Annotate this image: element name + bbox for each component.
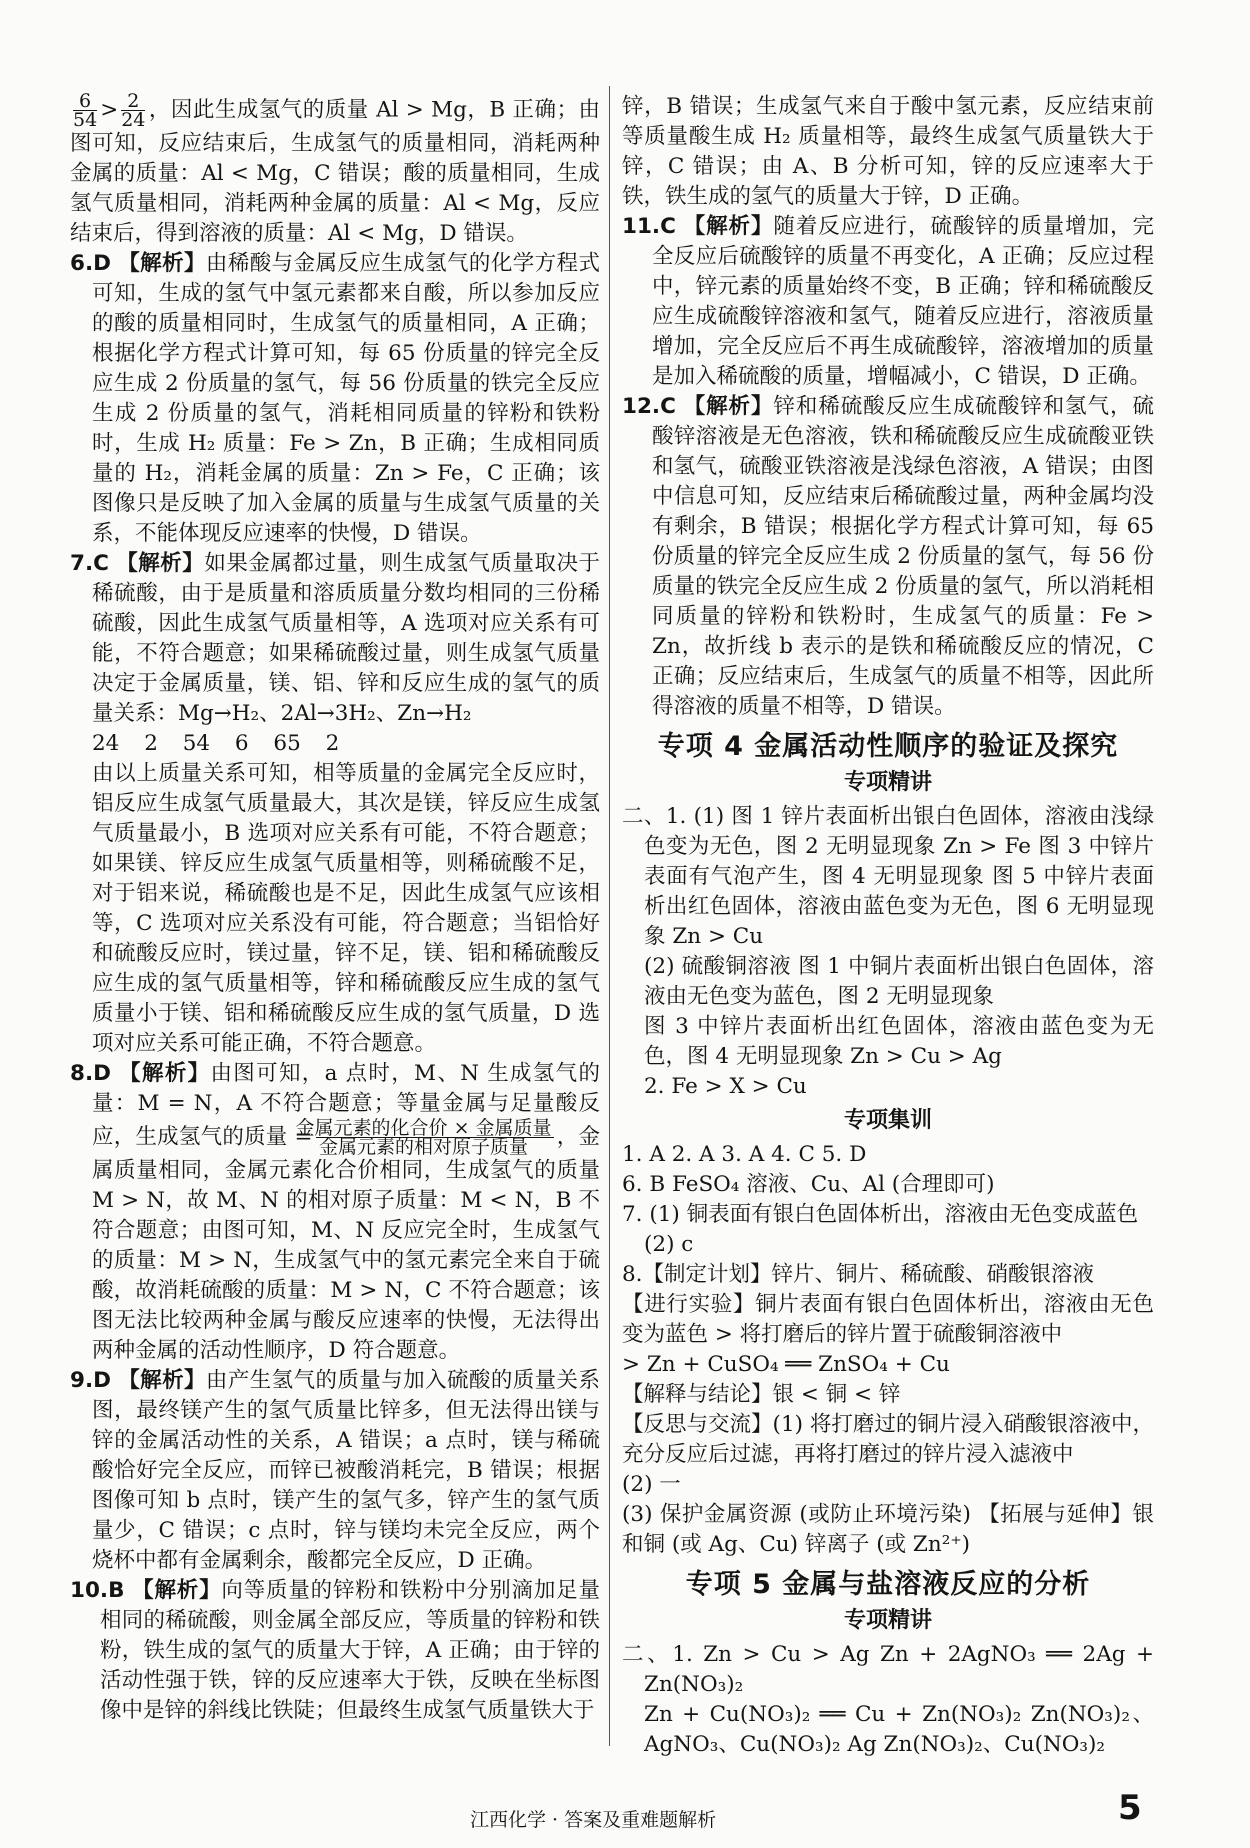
answer-8b: 【进行实验】铜片表面有银白色固体析出，溶液由无色变为蓝色 > 将打磨后的锌片置于硫酸铜溶液中 bbox=[622, 1292, 1154, 1347]
topic-5-title: 专项 5 金属与盐溶液反应的分析 bbox=[685, 1569, 1091, 1600]
question-6: 6.D 【解析】由稀酸与金属反应生成氢气的化学方程式可知，生成的氢气中氢元素都来自酸，所以参加反应的酸的质量相同时，生成氢气的质量相同，A 正确；根据化学方程式计算可知，每 65 份质量的锌完全反应生成 2 份质量的氢气，每 56 份质量的铁完全反应生成 2 份质量的氢气，消耗相同质量的锌粉和铁粉时，生成 H₂ 质量：Fe > Zn，B 正确；生成相同质量的 H₂，消耗金属的质量：Zn > Fe，C 正确；该图像只是反映了加入金属的质量与生成氢气质量的关系，不能体现反应速率的快慢，D 错误。 bbox=[70, 251, 600, 546]
topic-5-lecture-heading: 专项精讲 bbox=[843, 1608, 932, 1633]
t4-section2-q1c: 图 3 中锌片表面析出红色固体，溶液由蓝色变为无色，图 4 无明显现象 Zn > Cu > Ag bbox=[644, 1014, 1154, 1069]
answers-1-5: 1. A 2. A 3. A 4. C 5. D bbox=[622, 1142, 867, 1167]
q7-continuation: 由以上质量关系可知，相等质量的金属完全反应时，铝反应生成氢气质量最大，其次是镁，锌反应生成氢气质量最小，B 选项对应关系有可能，不符合题意；如果镁、锌反应生成氢气质量相等，则稀硫酸不足，对于铝来说，稀硫酸也是不足，因此生成氢气应该相等，C 选项对应关系没有可能，符合题意；当铝恰好和硫酸反应时，镁过量，锌不足，镁、铝和稀硫酸反应生成的氢气质量相等，锌和稀硫酸反应生成的氢气质量小于镁、铝和稀硫酸反应生成的氢气质量，D 选项对应关系可能正确，不符合题意。 bbox=[92, 761, 600, 1056]
answer-8c: > Zn + CuSO₄ ══ ZnSO₄ + Cu bbox=[622, 1352, 950, 1377]
answer-8g: (3) 保护金属资源 (或防止环境污染) 【拓展与延伸】银和铜 (或 Ag、Cu) 锌离子 (或 Zn²⁺) bbox=[622, 1502, 1154, 1557]
answer-8a: 8.【制定计划】锌片、铜片、稀硫酸、硝酸银溶液 bbox=[622, 1262, 1095, 1287]
t4-section2-q1a: 二、1. (1) 图 1 锌片表面析出银白色固体，溶液由浅绿色变为无色，图 2 无明显现象 Zn > Fe 图 3 中锌片表面有气泡产生，图 4 无明显现象 图 5 中锌片表面析出红色固体，溶液由蓝色变为无色，图 6 无明显现象 Zn > Cu bbox=[622, 804, 1154, 949]
q7-mass-relation: 24 2 54 6 65 2 bbox=[92, 731, 340, 756]
footer-title: 江西化学 · 答案及重难题解析 bbox=[470, 1809, 717, 1831]
answer-8f: (2) 一 bbox=[622, 1472, 681, 1497]
question-8: 8.D 【解析】由图可知，a 点时，M、N 生成氢气的量：M = N，A 不符合题意；等量金属与足量酸反应，生成氢气的质量 = $\frac{\text{金属元素的化合价 × 金属质量}}{\text{金属元素的相对原子质量}}$ ，金属质量相同，金属元素化合价相同，生成氢气的质量 M > N，故 M、N 的相对原子质量：M < N，B 不符合题意；由图可知，M、N 反应完全时，生成氢气的质量：M > N，生成氢气中的氢元素完全来自于硫酸，故消耗硫酸的质量：M > N，C 不符合题意；该图无法比较两种金属与酸反应速率的快慢，无法得出两种金属的活动性顺序，D 符合题意。 bbox=[70, 1061, 600, 1363]
answer-8d: 【解释与结论】银 < 铜 < 锌 bbox=[622, 1382, 901, 1407]
question-12: 12.C 【解析】锌和稀硫酸反应生成硫酸锌和氢气，硫酸锌溶液是无色溶液，铁和稀硫酸反应生成硫酸亚铁和氢气，硫酸亚铁溶液是浅绿色溶液，A 错误；由图中信息可知，反应结束后稀硫酸过量，两种金属均没有剩余，B 错误；根据化学方程式计算可知，每 65 份质量的锌完全反应生成 2 份质量的氢气，每 56 份质量的铁完全反应生成 2 份质量的氢气，所以消耗相同质量的锌粉和铁粉时，生成氢气的质量：Fe > Zn，故折线 b 表示的是铁和稀硫酸反应的情况，C 正确；反应结束后，生成氢气的质量不相等，因此所得溶液的质量不相等，D 错误。 bbox=[622, 394, 1154, 719]
question-9: 9.D 【解析】由产生氢气的质量与加入硫酸的质量关系图，最终镁产生的氢气质量比锌多，但无法得出镁与锌的金属活动性的关系，A 错误；a 点时，镁与稀硫酸恰好完全反应，而锌已被酸消耗完，B 错误；根据图像可知 b 点时，镁产生的氢气多，锌产生的氢气质量少，C 错误；c 点时，锌与镁均未完全反应，两个烧杯中都有金属剩余，酸都完全反应，D 正确。 bbox=[70, 1368, 600, 1573]
answer-7a: 7. (1) 铜表面有银白色固体析出，溶液由无色变成蓝色 bbox=[622, 1202, 1139, 1227]
page-number: 5 bbox=[1118, 1788, 1142, 1828]
topic-4-practice-heading: 专项集训 bbox=[843, 1108, 932, 1133]
question-7: 7.C 【解析】如果金属都过量，则生成氢气质量取决于稀硫酸，由于是质量和溶质质量分数均相同的三份稀硫酸，因此生成氢气质量相等，A 选项对应关系有可能，不符合题意；如果稀硫酸过量，则生成氢气质量决定于金属质量，镁、铝、锌和反应生成的氢气的质量关系：Mg→H₂、2Al→3H₂、Zn→H₂ bbox=[70, 551, 600, 726]
column-divider bbox=[609, 86, 610, 1746]
fraction-6-54: $\frac{6}{54}$ bbox=[73, 90, 98, 131]
q8-formula-fraction: $\frac{\text{金属元素的化合价 × 金属质量}}{\text{金属元素的相对原子质量}}$ bbox=[295, 1117, 552, 1158]
q5-continuation: $\frac{6}{54}$ > $\frac{2}{24}$ ，因此生成氢气的质量 Al > Mg，B 正确；由图可知，反应结束后，生成氢气的质量相同，消耗两种金属的质量：Al < Mg，C 错误；酸的质量相同，生成氢气质量相同，消耗两种金属的质量：Al < Mg，反应结束后，得到溶液的质量：Al < Mg，D 错误。 bbox=[70, 90, 600, 246]
topic-4-title: 专项 4 金属活动性顺序的验证及探究 bbox=[657, 731, 1119, 762]
answer-6: 6. B FeSO₄ 溶液、Cu、Al (合理即可) bbox=[622, 1172, 995, 1197]
q10-continuation: 锌，B 错误；生成氢气来自于酸中氢元素，反应结束前等质量酸生成 H₂ 质量相等，最终生成氢气质量铁大于锌，C 错误；由 A、B 分析可知，锌的反应速率大于铁，铁生成的氢气的质量大于锌，D 正确。 bbox=[622, 94, 1154, 209]
t4-section2-q2: 2. Fe > X > Cu bbox=[644, 1074, 807, 1099]
question-10: 10.B 【解析】向等质量的锌粉和铁粉中分别滴加足量相同的稀硫酸，则金属全部反应，等质量的锌粉和铁粉，铁生成的氢气的质量大于锌，A 正确；由于锌的活动性强于铁，锌的反应速率大于铁，反映在坐标图像中是锌的斜线比铁陡；但最终生成氢气质量铁大于 bbox=[70, 1578, 600, 1723]
t5-section2-q1a: 二、1. Zn > Cu > Ag Zn + 2AgNO₃ ══ 2Ag + Zn(NO₃)₂ bbox=[622, 1642, 1154, 1697]
t5-section2-q1b: Zn + Cu(NO₃)₂ ══ Cu + Zn(NO₃)₂ Zn(NO₃)₂、AgNO₃、Cu(NO₃)₂ Ag Zn(NO₃)₂、Cu(NO₃)₂ bbox=[644, 1702, 1154, 1757]
question-11: 11.C 【解析】随着反应进行，硫酸锌的质量增加，完全反应后硫酸锌的质量不再变化，A 正确；反应过程中，锌元素的质量始终不变，B 正确；锌和稀硫酸反应生成硫酸锌溶液和氢气，随着反应进行，溶液质量增加，完全反应后不再生成硫酸锌，溶液增加的质量是加入稀硫酸的质量，增幅减小，C 错误，D 正确。 bbox=[622, 214, 1154, 389]
t4-section2-q1b: (2) 硫酸铜溶液 图 1 中铜片表面析出银白色固体，溶液由无色变为蓝色，图 2 无明显现象 bbox=[644, 954, 1154, 1009]
topic-4-lecture-heading: 专项精讲 bbox=[843, 770, 932, 795]
fraction-2-24: $\frac{2}{24}$ bbox=[121, 90, 146, 131]
left-column bbox=[70, 92, 600, 1726]
answer-7b: (2) c bbox=[644, 1232, 694, 1257]
answer-8e: 【反思与交流】(1) 将打磨过的铜片浸入硝酸银溶液中，充分反应后过滤，再将打磨过的锌片浸入滤液中 bbox=[622, 1412, 1154, 1467]
right-column bbox=[622, 92, 1154, 1760]
